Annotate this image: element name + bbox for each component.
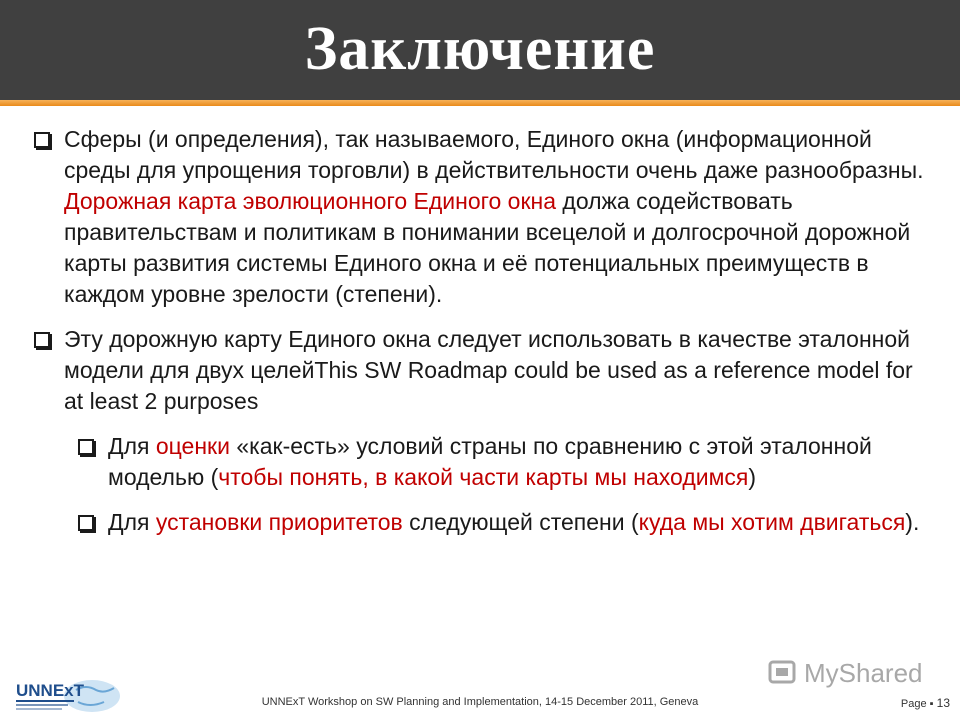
sub-bullet-2-part: ).: [905, 509, 920, 535]
sub-bullet-2-text: [108, 507, 919, 538]
myshared-logo-icon: [768, 658, 798, 688]
bullet-1: [30, 124, 930, 310]
page-separator: ▪: [926, 698, 937, 710]
checkbox-bullet-icon: [34, 132, 50, 148]
sub-bullet-2: [74, 507, 930, 538]
checkbox-bullet-icon: [34, 332, 50, 348]
sub-bullet-1-text: [108, 431, 930, 493]
sub-bullet-2-part: следующей степени (: [402, 509, 639, 535]
page-number: 13: [936, 696, 950, 710]
sub-bullet-2-highlight: установки приоритетов: [155, 509, 403, 535]
bullet-2-text: Эту дорожную карту Единого окна следует использовать в качестве эталонной модели для двух целейThis SW Roadmap could be used as a reference model for at least 2 purposes: [64, 326, 913, 414]
svg-text:UNNExT: UNNExT: [16, 681, 85, 700]
sub-bullet-1-highlight: оценки: [155, 433, 230, 459]
myshared-logo-text: MyShared: [804, 657, 923, 688]
sub-bullet-1-part: Для: [108, 433, 156, 459]
bullet-1-paragraph-1: Сферы (и определения), так называемого, Единого окна (информационной среды для упрощения торговли) в действительности очень даже разнообразны.: [64, 126, 924, 183]
page-indicator: [901, 696, 950, 710]
slide-body: [30, 124, 930, 552]
bullet-1-paragraph-2: должа содействовать правительствам и политикам в понимании всецелой и долгосрочной дорожной карты развития системы Единого окна и её потенциальных преимуществ в каждом уровне зрелости (степени).: [64, 188, 911, 307]
sub-bullet-1: [74, 431, 930, 493]
sub-bullet-1-highlight: чтобы понять, в какой части карты мы находимся: [218, 464, 749, 490]
bullet-1-highlight: Дорожная карта эволюционного Единого окна: [64, 188, 557, 214]
footer-text: UNNExT Workshop on SW Planning and Implementation, 14-15 December 2011, Geneva: [261, 696, 699, 708]
title-accent-stripe: [0, 100, 960, 106]
bullet-2: [30, 324, 930, 417]
page-label: Page: [900, 698, 927, 710]
checkbox-bullet-icon: [78, 439, 94, 455]
sub-bullet-1-part: ): [748, 464, 757, 490]
sub-bullet-2-part: Для: [108, 509, 156, 535]
sub-bullet-2-highlight: куда мы хотим двигаться: [638, 509, 906, 535]
myshared-watermark: [768, 656, 938, 690]
bullet-1-text: [64, 124, 930, 310]
sub-bullet-1-part: «как-есть» условий страны по сравнению с этой эталонной моделью (: [108, 433, 872, 490]
checkbox-bullet-icon: [78, 515, 94, 531]
slide-title: Заключение: [304, 15, 656, 83]
